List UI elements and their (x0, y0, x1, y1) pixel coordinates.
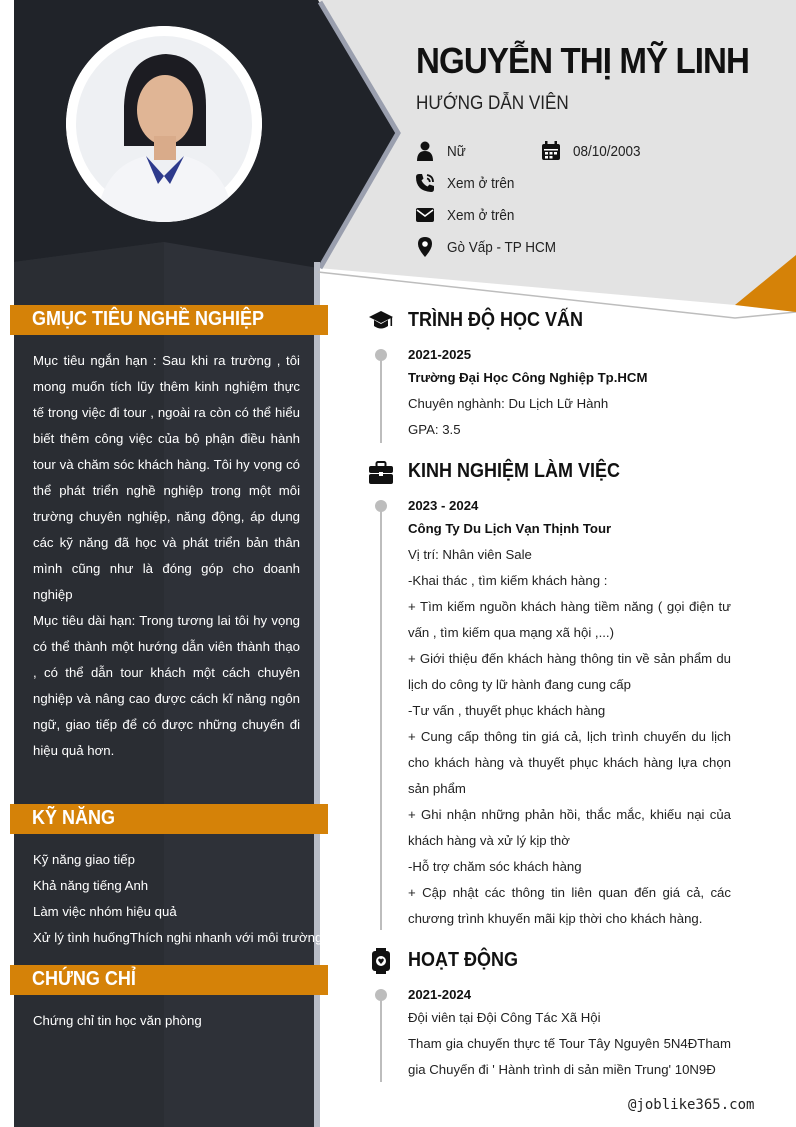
gender-row (415, 141, 468, 161)
experience-heading: KINH NGHIỆM LÀM VIỆC (408, 460, 621, 482)
skill-item: Khả năng tiếng Anh (33, 878, 149, 893)
dob-row (541, 141, 648, 161)
certificates-list (33, 1008, 202, 1034)
phone-icon (415, 173, 435, 193)
footer-watermark: @joblike365.com (628, 1097, 755, 1113)
education-school: Trường Đại Học Công Nghiệp Tp.HCM (408, 370, 648, 385)
dob-value: 08/10/2003 (573, 142, 641, 160)
activities-heading: HOẠT ĐỘNG (408, 949, 518, 971)
experience-line: + Cung cấp thông tin giá cả, lịch trình chuyến du lịch cho khách hàng và thuyết phục khách hàng lựa chọn sản phẩm (408, 729, 731, 796)
experience-line: + Tìm kiếm nguồn khách hàng tiềm năng ( gọi điện tư vấn , tìm kiếm qua mạng xã hội ,...) (408, 599, 731, 640)
skills-heading-band (10, 804, 328, 834)
experience-timeline-line (380, 506, 382, 930)
experience-position: Vị trí: Nhân viên Sale (408, 547, 532, 562)
activity-badge-icon (368, 948, 394, 974)
gender-value: Nữ (447, 142, 466, 160)
experience-timeline-dot (375, 500, 387, 512)
activities-timeline-dot (375, 989, 387, 1001)
certificate-item: Chứng chỉ tin học văn phòng (33, 1013, 202, 1028)
address-row (415, 237, 568, 257)
activities-role: Đội viên tại Đội Công Tác Xã Hội (408, 1010, 601, 1025)
job-title: HƯỚNG DẪN VIÊN (416, 93, 569, 114)
activities-timeline-line (380, 995, 382, 1082)
avatar (66, 26, 262, 222)
skill-item: Làm việc nhóm hiệu quả (33, 904, 177, 919)
graduation-cap-icon (368, 308, 394, 334)
objective-short-term: Mục tiêu ngắn hạn : Sau khi ra trường , tôi mong muốn tích lũy thêm kinh nghiệm thực tế trong việc đi tour , ngoài ra còn có thể hiểu biết thêm công việc của bộ phận điều hành tour và chăm sóc khách hàng. Tôi hy vọng có thể phát triển nghề nghiệp trong một môi trường chuyên nghiệp, năng động, áp dụng các kỹ năng đã học và phát triển bản thân mình cũng như là đóng góp cho doanh nghiệp (33, 353, 300, 602)
location-pin-icon (415, 237, 435, 257)
education-entry (408, 342, 731, 443)
email-value: Xem ở trên (447, 206, 515, 224)
skills-heading: KỸ NĂNG (32, 807, 116, 829)
experience-company: Công Ty Du Lịch Vạn Thịnh Tour (408, 521, 612, 536)
envelope-icon (415, 205, 435, 225)
email-row (415, 205, 522, 225)
education-timeline-dot (375, 349, 387, 361)
phone-value: Xem ở trên (447, 174, 515, 192)
certificates-heading: CHỨNG CHỈ (32, 968, 136, 990)
experience-line: -Khai thác , tìm kiếm khách hàng : (408, 573, 608, 588)
education-gpa: GPA: 3.5 (408, 422, 461, 437)
activities-description: Tham gia chuyến thực tế Tour Tây Nguyên 5N4ĐTham gia Chuyến đi ' Hành trình di sản miền Trung' 10N9Đ (408, 1036, 731, 1077)
skill-item: Xử lý tình huốngThích nghi nhanh với môi trường (33, 930, 323, 945)
experience-line: -Tư vấn , thuyết phục khách hàng (408, 703, 606, 718)
education-period: 2021-2025 (408, 347, 472, 362)
sidebar-stripe (314, 262, 320, 1127)
experience-period: 2023 - 2024 (408, 498, 479, 513)
skills-list (33, 847, 322, 951)
briefcase-icon (368, 460, 394, 486)
activities-period: 2021-2024 (408, 987, 472, 1002)
calendar-icon (541, 141, 561, 161)
objective-heading-band (10, 305, 328, 335)
experience-line: + Cập nhật các thông tin liên quan đến giá cả, các chương trình khuyến mãi kịp thời cho khách hàng. (408, 885, 731, 926)
phone-row (415, 173, 522, 193)
experience-entry (408, 493, 731, 932)
certificates-heading-band (10, 965, 328, 995)
experience-line: -Hỗ trợ chăm sóc khách hàng (408, 859, 582, 874)
education-major: Chuyên nghành: Du Lịch Lữ Hành (408, 396, 609, 411)
experience-line: + Ghi nhận những phản hồi, thắc mắc, khiếu nại của khách hàng và xử lý kịp thờ (408, 807, 731, 848)
address-value: Gò Vấp - TP HCM (447, 238, 557, 256)
education-timeline-line (380, 355, 382, 443)
experience-line: + Giới thiệu đến khách hàng thông tin về sản phẩm du lịch do công ty lữ hành đang cung cấp (408, 651, 731, 692)
person-icon (415, 141, 435, 161)
skill-item: Kỹ năng giao tiếp (33, 852, 135, 867)
objective-heading: GMỤC TIÊU NGHỀ NGHIỆP (32, 308, 265, 330)
full-name: NGUYỄN THỊ MỸ LINH (416, 40, 750, 81)
education-heading: TRÌNH ĐỘ HỌC VẤN (408, 309, 584, 331)
activities-entry (408, 982, 731, 1083)
objective-long-term: Mục tiêu dài hạn: Trong tương lai tôi hy vọng có thể thành một hướng dẫn viên thành thạo , có thể dẫn tour khách một cách chuyên nghiệp và nâng cao được cách kĩ năng ngôn ngữ, giao tiếp để có được những chuyến đi hiệu quả hơn. (33, 613, 300, 758)
